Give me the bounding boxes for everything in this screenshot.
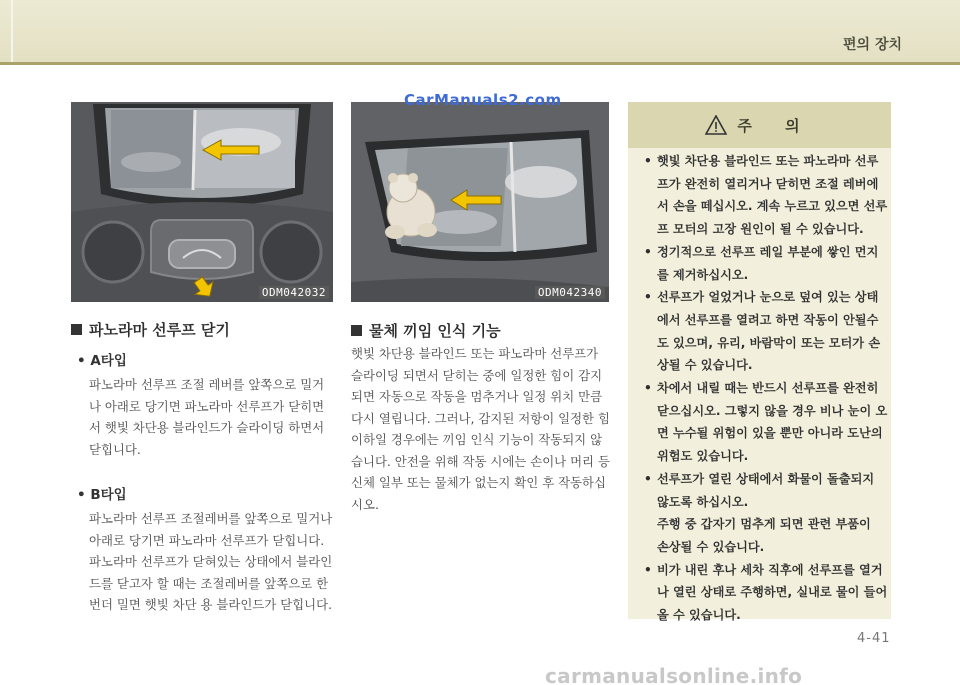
text-line: 신체 일부 또는 물체가 없는지 확인 후 작동하십 xyxy=(351,475,606,490)
caution-line: 상될 수 있습니다. xyxy=(657,358,753,373)
text-line: 시오. xyxy=(351,496,379,512)
caution-item xyxy=(644,150,888,241)
text-line: 되면 자동으로 작동을 멈추거나 일정 위치 만큼 xyxy=(351,389,603,404)
caution-item xyxy=(644,286,888,377)
watermark-text: CarManuals2.com xyxy=(404,91,562,109)
text-line: 파노라마 선루프 조절레버를 앞쪽으로 밀거나 xyxy=(89,511,333,526)
text-line: 번더 밀면 햇빛 차단 용 블라인드가 닫힙니다. xyxy=(89,597,333,612)
page-header xyxy=(0,0,960,62)
text-line: 파노라마 선루프가 닫혀있는 상태에서 블라인 xyxy=(89,554,333,569)
text-line: 나 아래로 당기면 파노라마 선루프가 닫히면 xyxy=(89,398,325,414)
footer-watermark: carmanualsonline.info xyxy=(545,664,803,685)
caution-line: • 선루프가 열린 상태에서 화물이 돌출되지 xyxy=(644,468,888,491)
caution-line: 손상될 수 있습니다. xyxy=(657,539,765,554)
caution-line: 올 수 있습니다. xyxy=(657,608,741,623)
text-line: 파노라마 선루프 조절 레버를 앞쪽으로 밀거 xyxy=(89,377,325,392)
caution-item xyxy=(644,241,888,286)
anti-pinch-illustration xyxy=(351,102,609,302)
caution-line: • 선루프가 얼었거나 눈으로 덮여 있는 상태 xyxy=(644,286,888,309)
sunroof-lever-illustration xyxy=(71,102,333,302)
heading-text: 물체 끼임 인식 기능 xyxy=(369,322,501,340)
text-line: 드를 닫고자 할 때는 조절레버를 앞쪽으로 한 xyxy=(89,575,329,591)
text-line: 이하일 경우에는 끼임 인식 기능이 작동되지 않 xyxy=(351,432,603,447)
text-line: 햇빛 차단용 블라인드 또는 파노라마 선루프가 xyxy=(351,346,599,361)
caution-line: 에서 선루프를 열려고 하면 작동이 안될수 xyxy=(657,312,879,327)
caution-line: 나 열린 상태로 주행하면, 실내로 물이 들어 xyxy=(657,585,888,600)
type-b-label: • B타입 xyxy=(77,487,127,503)
heading-square-icon xyxy=(351,325,362,336)
caution-line: 주행 중 갑자기 멈추게 되면 관련 부품이 xyxy=(657,517,871,532)
figure-code: ODM042032 xyxy=(259,286,329,299)
caution-line: • 비가 내린 후나 세차 직후에 선루프를 열거 xyxy=(644,559,888,582)
caution-item xyxy=(644,377,888,468)
caution-line: 서 손을 떼십시오. 계속 누르고 있으면 선루 xyxy=(657,199,888,214)
caution-item xyxy=(644,468,888,559)
text-line: 서 햇빛 차단용 블라인드가 슬라이딩 하면서 xyxy=(89,420,325,435)
caution-line: 도 있으며, 유리, 바람막이 또는 모터가 손 xyxy=(657,335,881,350)
header-rule xyxy=(0,62,960,65)
section-title: 편의 장치 xyxy=(843,37,902,53)
warning-triangle-icon xyxy=(705,115,727,135)
text-line: 다시 열립니다. 그러나, 감지된 저항이 일정한 힘 xyxy=(351,410,610,426)
close-sunroof-heading xyxy=(71,319,230,340)
caution-line: 면 누수될 위험이 있을 뿐만 아니라 도난의 xyxy=(657,426,883,441)
figure-code: ODM042340 xyxy=(535,286,605,299)
caution-line: 를 제거하십시오. xyxy=(657,267,749,282)
caution-line: 닫으십시오. 그렇지 않을 경우 비나 눈이 오 xyxy=(657,403,888,418)
caution-title: 주 의 xyxy=(737,116,814,135)
type-b-paragraph xyxy=(89,508,332,616)
sunroof-lever-drawing xyxy=(71,102,333,302)
caution-box xyxy=(628,102,891,623)
type-a-label: • A타입 xyxy=(77,353,127,369)
caution-header xyxy=(628,102,891,148)
heading-square-icon xyxy=(71,324,82,335)
heading-text: 파노라마 선루프 닫기 xyxy=(89,321,230,339)
caution-list xyxy=(644,150,888,627)
anti-pinch-heading xyxy=(351,320,501,341)
caution-line: 프가 완전히 열리거나 닫히면 조절 레버에 xyxy=(657,176,879,191)
caution-item xyxy=(644,559,888,627)
header-strip xyxy=(11,0,13,62)
page-number: 4-41 xyxy=(857,631,891,646)
type-b-text: B타입 xyxy=(90,487,127,503)
text-line: 슬라이딩 되면서 닫히는 중에 일정한 힘이 감지 xyxy=(351,367,603,383)
anti-pinch-paragraph xyxy=(351,343,610,515)
caution-line: 않도록 하십시오. xyxy=(657,494,749,509)
anti-pinch-drawing xyxy=(351,102,609,302)
text-line: 닫힙니다. xyxy=(89,441,141,457)
caution-line: • 햇빛 차단용 블라인드 또는 파노라마 선루 xyxy=(644,150,888,173)
text-line: 아래로 당기면 파노라마 선루프가 닫힙니다. xyxy=(89,532,325,548)
caution-line: 위험도 있습니다. xyxy=(657,449,749,464)
caution-line: 프 모터의 고장 원인이 될 수 있습니다. xyxy=(657,222,864,237)
text-line: 습니다. 안전을 위해 작동 시에는 손이나 머리 등 xyxy=(351,453,610,469)
type-a-paragraph xyxy=(89,374,324,460)
type-a-text: A타입 xyxy=(90,353,127,369)
caution-line: • 차에서 내릴 때는 반드시 선루프를 완전히 xyxy=(644,377,888,400)
caution-line: • 정기적으로 선루프 레일 부분에 쌓인 먼지 xyxy=(644,241,888,264)
